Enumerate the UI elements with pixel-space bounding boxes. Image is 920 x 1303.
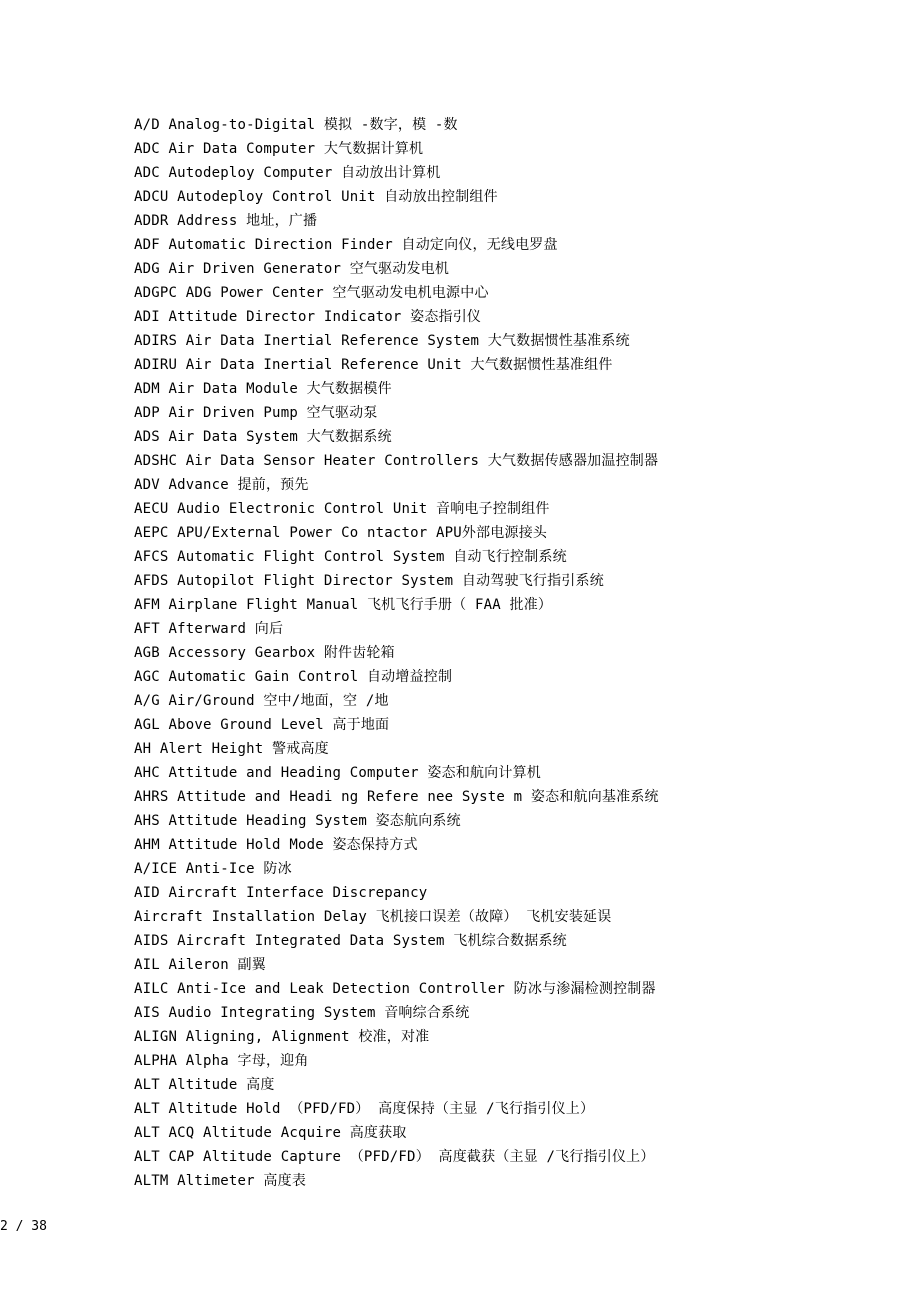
page-number: 2 / 38 — [0, 1219, 47, 1234]
abbreviation-entry: AFT Afterward 向后 — [134, 621, 284, 637]
abbreviation-entry: A/D Analog-to-Digital 模拟 -数字，模 -数 — [134, 117, 458, 133]
abbreviation-entry: ALT Altitude Hold （PFD/FD） 高度保持（主显 /飞行指引仪上） — [134, 1101, 595, 1117]
abbreviation-entry: AGL Above Ground Level 高于地面 — [134, 717, 390, 733]
abbreviation-entry: ALT Altitude 高度 — [134, 1077, 275, 1093]
abbreviation-entry: ADS Air Data System 大气数据系统 — [134, 429, 392, 445]
abbreviation-entry: A/ICE Anti-Ice 防冰 — [134, 861, 292, 877]
abbreviation-entry: AHC Attitude and Heading Computer 姿态和航向计算机 — [134, 765, 541, 781]
abbreviation-entry: AECU Audio Electronic Control Unit 音响电子控制组件 — [134, 501, 550, 517]
abbreviation-entry: ADM Air Data Module 大气数据模件 — [134, 381, 392, 397]
abbreviation-entry: ALIGN Aligning, Alignment 校准，对准 — [134, 1029, 430, 1045]
abbreviation-entry: ALTM Altimeter 高度表 — [134, 1173, 307, 1189]
abbreviation-entry: ADF Automatic Direction Finder 自动定向仪，无线电罗盘 — [134, 237, 558, 253]
abbreviation-entry: AID Aircraft Interface Discrepancy — [134, 885, 428, 901]
abbreviation-entry: AFCS Automatic Flight Control System 自动飞行控制系统 — [134, 549, 567, 565]
abbreviation-entry: AILC Anti-Ice and Leak Detection Controller 防冰与渗漏检测控制器 — [134, 981, 656, 997]
abbreviation-entry: AFDS Autopilot Flight Director System 自动驾驶飞行指引系统 — [134, 573, 604, 589]
abbreviation-entry: ADIRU Air Data Inertial Reference Unit 大气数据惯性基准组件 — [134, 357, 613, 373]
abbreviation-entry: ALPHA Alpha 字母，迎角 — [134, 1053, 309, 1069]
abbreviation-entry: ADG Air Driven Generator 空气驱动发电机 — [134, 261, 450, 277]
abbreviation-entry: AH Alert Height 警戒高度 — [134, 741, 329, 757]
abbreviation-entry: AHM Attitude Hold Mode 姿态保持方式 — [134, 837, 418, 853]
abbreviation-entry: ADDR Address 地址，广播 — [134, 213, 318, 229]
abbreviation-entry: Aircraft Installation Delay 飞机接口误差（故障） 飞机安装延误 — [134, 909, 612, 925]
abbreviation-entry: ADIRS Air Data Inertial Reference System 大气数据惯性基准系统 — [134, 333, 630, 349]
abbreviation-entry: AHRS Attitude and Headi ng Refere nee Syste m 姿态和航向基准系统 — [134, 789, 659, 805]
abbreviation-entry: AHS Attitude Heading System 姿态航向系统 — [134, 813, 461, 829]
abbreviation-entry: ADGPC ADG Power Center 空气驱动发电机电源中心 — [134, 285, 489, 301]
abbreviation-entry: ADP Air Driven Pump 空气驱动泵 — [134, 405, 378, 421]
abbreviation-entry: AGB Accessory Gearbox 附件齿轮箱 — [134, 645, 395, 661]
abbreviation-entry: ALT CAP Altitude Capture （PFD/FD） 高度截获（主显 /飞行指引仪上） — [134, 1149, 655, 1165]
abbreviation-entry: AFM Airplane Flight Manual 飞机飞行手册（ FAA 批准） — [134, 597, 553, 613]
abbreviation-entry: ADC Autodeploy Computer 自动放出计算机 — [134, 165, 441, 181]
abbreviation-entry: ADI Attitude Director Indicator 姿态指引仪 — [134, 309, 482, 325]
abbreviation-entry: AIL Aileron 副翼 — [134, 957, 266, 973]
abbreviation-entry: AGC Automatic Gain Control 自动增益控制 — [134, 669, 453, 685]
abbreviation-entry: AIS Audio Integrating System 音响综合系统 — [134, 1005, 470, 1021]
abbreviation-entry: ADV Advance 提前，预先 — [134, 477, 309, 493]
abbreviation-entry: ADCU Autodeploy Control Unit 自动放出控制组件 — [134, 189, 498, 205]
abbreviation-entry: ADC Air Data Computer 大气数据计算机 — [134, 141, 424, 157]
abbreviation-entry: ADSHC Air Data Sensor Heater Controllers 大气数据传感器加温控制器 — [134, 453, 659, 469]
abbreviation-entry: ALT ACQ Altitude Acquire 高度获取 — [134, 1125, 407, 1141]
abbreviation-entry: AEPC APU/External Power Co ntactor APU外部电源接头 — [134, 525, 548, 541]
abbreviation-entry: A/G Air/Ground 空中/地面，空 /地 — [134, 693, 389, 709]
abbreviation-list — [134, 113, 904, 1193]
abbreviation-entry: AIDS Aircraft Integrated Data System 飞机综合数据系统 — [134, 933, 567, 949]
